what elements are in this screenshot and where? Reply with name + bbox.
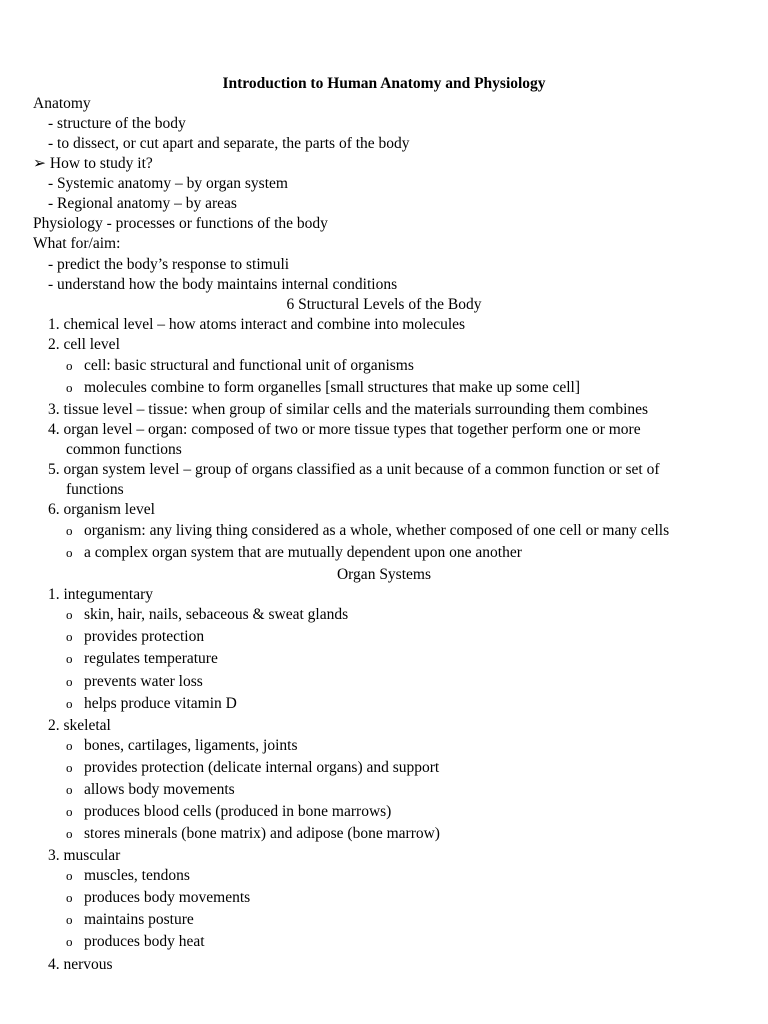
circle-bullet-icon: o [66, 629, 73, 644]
level-subitem-text: a complex organ system that are mutually dependent upon one another [84, 544, 522, 561]
organ-system-subitem-text: provides protection [84, 628, 205, 645]
organ-system-item [48, 585, 153, 605]
how-to-study-line [33, 154, 153, 174]
circle-bullet-icon: o [66, 826, 73, 841]
physiology-definition: Physiology - processes or functions of the body [33, 215, 328, 232]
organ-system-subitem-text: produces blood cells (produced in bone marrows) [84, 803, 392, 820]
circle-bullet-icon: o [66, 912, 73, 927]
level-text-continuation: common functions [66, 441, 182, 458]
circle-bullet-icon: o [66, 890, 73, 905]
circle-bullet-icon: o [66, 358, 73, 373]
study-method-item: - Systemic anatomy – by organ system [48, 175, 288, 192]
level-subitem [66, 543, 522, 563]
circle-bullet-icon: o [66, 934, 73, 949]
organ-system-subitem [66, 672, 203, 692]
level-subitem [66, 521, 669, 541]
study-method-item: - Regional anatomy – by areas [48, 195, 237, 212]
circle-bullet-icon: o [66, 651, 73, 666]
level-item [48, 420, 641, 440]
level-text: organ level – organ: composed of two or more tissue types that together perform one or more [63, 421, 641, 438]
arrow-bullet-icon: ➢ [33, 155, 46, 172]
level-text-continuation: functions [66, 481, 124, 498]
document-title: Introduction to Human Anatomy and Physiology [222, 75, 546, 92]
organ-system-name: nervous [63, 956, 113, 973]
organ-system-subitem [66, 758, 439, 778]
organ-system-subitem-text: muscles, tendons [84, 867, 190, 884]
level-subitem [66, 356, 414, 376]
level-subitem-text: molecules combine to form organelles [small structures that make up some cell] [84, 379, 580, 396]
level-text: tissue level – tissue: when group of similar cells and the materials surrounding them combines [63, 401, 649, 418]
levels-heading: 6 Structural Levels of the Body [286, 296, 482, 313]
what-for-heading: What for/aim: [33, 235, 121, 252]
how-to-study-label: How to study it? [49, 155, 153, 172]
level-text: organ system level – group of organs classified as a unit because of a common function or set of [63, 461, 660, 478]
organ-systems-heading: Organ Systems [336, 566, 431, 583]
circle-bullet-icon: o [66, 760, 73, 775]
level-subitem [66, 378, 580, 398]
list-number: 3. [48, 847, 60, 864]
level-subitem-text: organism: any living thing considered as a whole, whether composed of one cell or many cells [84, 522, 670, 539]
list-number: 5. [48, 461, 60, 478]
level-text: organism level [63, 501, 155, 518]
organ-system-subitem-text: stores minerals (bone matrix) and adipose (bone marrow) [84, 825, 440, 842]
level-item [48, 315, 465, 335]
aim-item: - predict the body’s response to stimuli [48, 256, 290, 273]
circle-bullet-icon: o [66, 782, 73, 797]
circle-bullet-icon: o [66, 738, 73, 753]
organ-system-subitem [66, 605, 348, 625]
organ-system-subitem-text: prevents water loss [84, 673, 203, 690]
circle-bullet-icon: o [66, 674, 73, 689]
circle-bullet-icon: o [66, 607, 73, 622]
organ-system-subitem [66, 932, 205, 952]
list-number: 4. [48, 956, 60, 973]
organ-system-subitem-text: provides protection (delicate internal organs) and support [84, 759, 440, 776]
organ-system-subitem [66, 627, 204, 647]
circle-bullet-icon: o [66, 868, 73, 883]
list-number: 1. [48, 586, 60, 603]
organ-system-subitem [66, 888, 250, 908]
organ-system-subitem [66, 910, 194, 930]
circle-bullet-icon: o [66, 380, 73, 395]
level-item [48, 335, 120, 355]
organ-system-subitem-text: skin, hair, nails, sebaceous & sweat glands [84, 606, 349, 623]
list-number: 2. [48, 717, 60, 734]
anatomy-item: - to dissect, or cut apart and separate, the parts of the body [48, 135, 410, 152]
level-subitem-text: cell: basic structural and functional unit of organisms [84, 357, 414, 374]
organ-system-item [48, 955, 113, 975]
organ-system-subitem-text: regulates temperature [84, 650, 218, 667]
level-text: chemical level – how atoms interact and combine into molecules [63, 316, 466, 333]
list-number: 6. [48, 501, 60, 518]
organ-system-item [48, 846, 120, 866]
circle-bullet-icon: o [66, 545, 73, 560]
circle-bullet-icon: o [66, 523, 73, 538]
organ-system-subitem-text: bones, cartilages, ligaments, joints [84, 737, 298, 754]
list-number: 3. [48, 401, 60, 418]
organ-system-subitem-text: maintains posture [84, 911, 194, 928]
organ-system-name: muscular [63, 847, 121, 864]
level-text: cell level [63, 336, 120, 353]
circle-bullet-icon: o [66, 804, 73, 819]
aim-item: - understand how the body maintains internal conditions [48, 276, 398, 293]
level-item [48, 400, 648, 420]
organ-system-name: skeletal [63, 717, 111, 734]
list-number: 2. [48, 336, 60, 353]
anatomy-heading: Anatomy [33, 95, 91, 112]
organ-system-subitem-text: produces body movements [84, 889, 251, 906]
organ-system-subitem-text: helps produce vitamin D [84, 695, 237, 712]
organ-system-item [48, 716, 111, 736]
organ-system-subitem [66, 736, 298, 756]
list-number: 1. [48, 316, 60, 333]
organ-system-subitem [66, 649, 218, 669]
level-item [48, 460, 660, 480]
organ-system-subitem [66, 694, 237, 714]
organ-system-name: integumentary [63, 586, 154, 603]
organ-system-subitem [66, 824, 440, 844]
organ-system-subitem [66, 802, 391, 822]
organ-system-subitem-text: produces body heat [84, 933, 205, 950]
anatomy-item: - structure of the body [48, 115, 186, 132]
organ-system-subitem-text: allows body movements [84, 781, 235, 798]
organ-system-subitem [66, 780, 235, 800]
list-number: 4. [48, 421, 60, 438]
organ-system-subitem [66, 866, 190, 886]
level-item [48, 500, 155, 520]
circle-bullet-icon: o [66, 696, 73, 711]
